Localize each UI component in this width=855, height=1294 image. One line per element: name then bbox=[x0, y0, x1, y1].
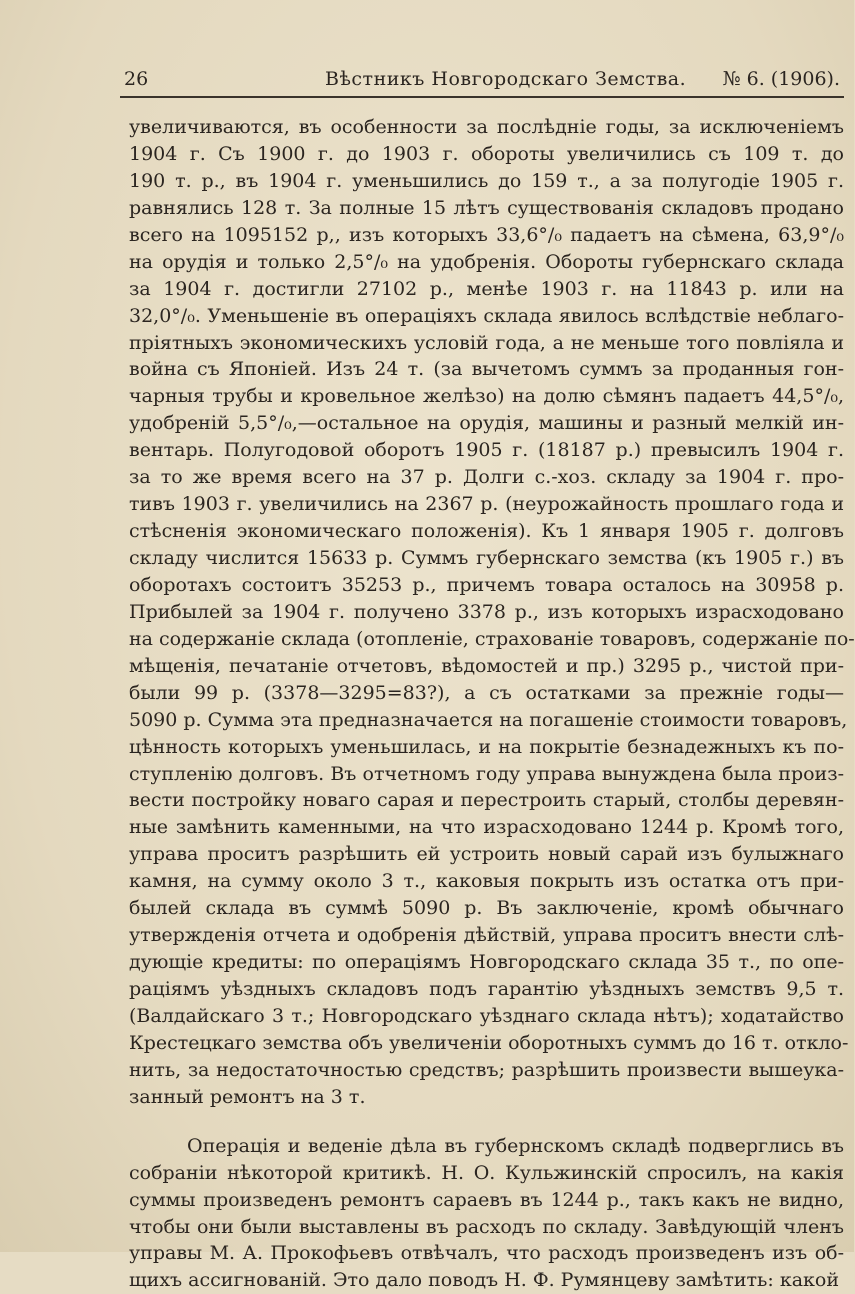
text-line: пріятныхъ экономическихъ условій года, а не меньше того повліяла и bbox=[129, 331, 844, 354]
text-line: управы М. А. Прокофьевъ отвѣчалъ, что расходъ произведенъ изъ об- bbox=[129, 1242, 844, 1265]
text-line: были 99 р. (3378—3295=83?), а съ остатками за прежніе годы— bbox=[129, 681, 844, 704]
text-line: увеличиваются, въ особенности за послѣдніе годы, за исключеніемъ bbox=[129, 116, 844, 138]
text-line: чарныя трубы и кровельное желѣзо) на долю сѣмянъ падаетъ 44,5°/₀, bbox=[129, 385, 844, 408]
text-line: мѣщенія, печатаніе отчетовъ, вѣдомостей и пр.) 3295 р., чистой при- bbox=[129, 654, 844, 677]
text-line: удобреній 5,5°/₀,—остальное на орудія, машины и разный мелкій ин- bbox=[129, 412, 844, 435]
text-line: (Валдайскаго 3 т.; Новгородскаго уѣзднаго склада нѣтъ); ходатайство bbox=[129, 1004, 844, 1027]
text-line: 190 т. р., въ 1904 г. уменьшились до 159 т., а за полугодіе 1905 г. bbox=[129, 169, 844, 192]
text-line: за то же время всего на 37 р. Долги с.-хоз. складу за 1904 г. про- bbox=[129, 466, 844, 489]
text-line: занный ремонтъ на 3 т. bbox=[129, 1085, 366, 1108]
text-line: тивъ 1903 г. увеличились на 2367 р. (неурожайность прошлаго года и bbox=[129, 493, 844, 516]
journal-title: Вѣстникъ Новгородскаго Земства. bbox=[325, 68, 687, 90]
text-line: на содержаніе склада (отопленіе, страхованіе товаровъ, содержаніе по- bbox=[129, 627, 855, 650]
text-line: равнялись 128 т. За полные 15 лѣтъ существованія складовъ продано bbox=[129, 196, 844, 219]
text-line: нить, за недостаточностью средствъ; разрѣшить произвести вышеука- bbox=[129, 1058, 844, 1081]
text-line: былей склада въ суммѣ 5090 р. Въ заключеніе, кромѣ обычнаго bbox=[129, 897, 844, 920]
text-line: складу числится 15633 р. Суммъ губернскаго земства (къ 1905 г.) въ bbox=[129, 547, 844, 569]
text-line: 5090 р. Сумма эта предназначается на погашеніе стоимости товаровъ, bbox=[129, 708, 848, 731]
text-line: стѣсненія экономическаго положенія). Къ 1 января 1905 г. долговъ bbox=[129, 520, 844, 543]
text-line: дующіе кредиты: по операціямъ Новгородскаго склада 35 т., по опе- bbox=[129, 951, 844, 974]
paragraph-gap bbox=[129, 1111, 844, 1133]
text-line: 1904 г. Съ 1900 г. до 1903 г. обороты увеличились съ 109 т. до bbox=[129, 142, 844, 165]
text-line: всего на 1095152 р,, изъ которыхъ 33,6°/₀ падаетъ на сѣмена, 63,9°/₀ bbox=[129, 223, 844, 246]
text-line: щихъ ассигнованій. Это дало поводъ Н. Ф. Румянцеву замѣтить: какой bbox=[129, 1269, 840, 1292]
text-line: суммы произведенъ ремонтъ сараевъ въ 1244 р., такъ какъ не видно, bbox=[129, 1188, 844, 1211]
issue-number: № 6. (1906). bbox=[722, 68, 840, 90]
running-header bbox=[120, 62, 844, 98]
text-line: оборотахъ состоитъ 35253 р., причемъ товара осталось на 30958 р. bbox=[129, 573, 844, 596]
text-line: вести постройку новаго сарая и перестроить старый, столбы деревян- bbox=[129, 789, 844, 812]
text-line: утвержденія отчета и одобренія дѣйствій, управа проситъ внести слѣ- bbox=[129, 924, 844, 947]
text-line: Прибылей за 1904 г. получено 3378 р., изъ которыхъ израсходовано bbox=[129, 600, 844, 623]
text-line: чтобы они были выставлены въ расходъ по складу. Завѣдующій членъ bbox=[129, 1215, 844, 1238]
text-line: камня, на сумму около 3 т., каковыя покрыть изъ остатка отъ при- bbox=[129, 870, 844, 893]
text-line: ные замѣнить каменными, на что израсходовано 1244 р. Кромѣ того, bbox=[129, 816, 844, 839]
text-line: собраніи нѣкоторой критикѣ. Н. О. Кульжинскій спросилъ, на какія bbox=[129, 1161, 844, 1184]
paragraph-2 bbox=[129, 1133, 844, 1294]
text-line: за 1904 г. достигли 27102 р., менѣе 1903 г. на 11843 р. или на bbox=[129, 277, 844, 300]
text-line: война съ Японіей. Изъ 24 т. (за вычетомъ суммъ за проданныя гон- bbox=[129, 358, 844, 381]
text-line: ступленію долговъ. Въ отчетномъ году управа вынуждена была произ- bbox=[129, 762, 844, 785]
paragraph-1 bbox=[129, 114, 855, 1111]
text-line: Крестецкаго земства объ увеличеніи оборотныхъ суммъ до 16 т. откло- bbox=[129, 1031, 849, 1054]
text-line: 32,0°/₀. Уменьшеніе въ операціяхъ склада явилось вслѣдствіе неблаго- bbox=[129, 304, 844, 327]
text-line: управа проситъ разрѣшить ей устроить новый сарай изъ булыжнаго bbox=[129, 843, 844, 866]
text-line: Операція и веденіе дѣла въ губернскомъ складѣ подверглись въ bbox=[187, 1134, 844, 1157]
body-text bbox=[129, 114, 855, 1294]
page-number: 26 bbox=[124, 68, 149, 90]
text-line: раціямъ уѣздныхъ складовъ подъ гарантію уѣздныхъ земствъ 9,5 т. bbox=[129, 978, 844, 1000]
text-line: цѣнность которыхъ уменьшилась, и на покрытіе безнадежныхъ къ по- bbox=[129, 735, 844, 758]
text-line: на орудія и только 2,5°/₀ на удобренія. Обороты губернскаго склада bbox=[129, 250, 844, 273]
text-line: вентарь. Полугодовой оборотъ 1905 г. (18187 р.) превысилъ 1904 г. bbox=[129, 439, 844, 462]
